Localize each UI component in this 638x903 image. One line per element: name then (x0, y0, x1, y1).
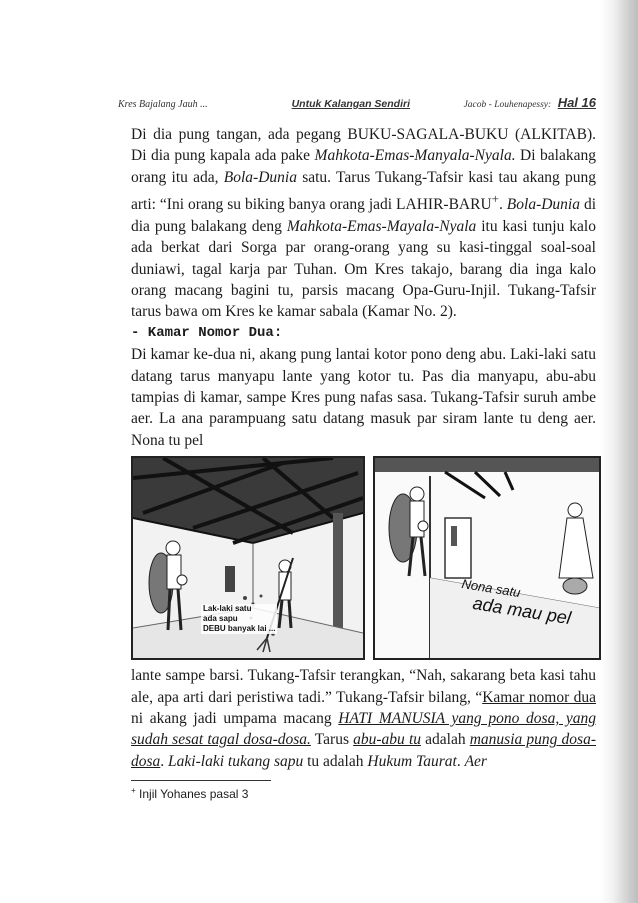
footnote-ref: + (491, 191, 499, 207)
p1-text-1: Di dia pung tangan, ada pegang BUKU-SAGALA-BUKU (ALKITAB). Di dia pung kapala ada pake (131, 126, 596, 165)
p3-emph-1: Laki-laki tukang sapu (168, 752, 304, 770)
illustration-mopping (373, 456, 601, 660)
p1-emph-1: Mahkota-Emas-Manyala-Nyala. (314, 147, 516, 165)
p1-emph-2: Bola-Dunia (223, 168, 297, 186)
paragraph-3 (131, 665, 596, 772)
p3-text-3: Tarus (310, 731, 354, 749)
p3-text-6: tu adalah (303, 752, 368, 770)
footnote-mark: + (131, 786, 136, 796)
document-page (118, 95, 596, 801)
body-text-continued (131, 665, 596, 772)
p1-text-6: itu kasi tunju kalo ada berkat dari Sorga par orang-orang yang su kasi-tinggal soal-soal duniawi, tagal karja par Tuhan. Om Kres takajo, barang dia inga kalo orang macang bagini tu, parsis macang Opa-Guru-Injil. Tukang-Tafsir tarus bawa om Kres ke kamar sabala (Kamar No. 2). (131, 217, 596, 321)
p3-emph-3: Aer (464, 752, 487, 770)
section-heading: - Kamar Nomor Dua: (131, 324, 283, 341)
sweeping-caption-line-2: ada sapu (203, 614, 238, 624)
p3-underline-italic-1: HATI MANUSIA yang pono dosa, yang sudah sesat tagal dosa-dosa. (131, 710, 596, 749)
p1-emph-4: Mahkota-Emas-Mayala-Nyala (286, 217, 477, 235)
p3-underline-italic-2: abu-abu tu (353, 731, 421, 749)
footnote-text: Injil Yohanes pasal 3 (139, 787, 249, 802)
p3-underline-1: Kamar nomor dua (482, 688, 596, 706)
scan-page-edge (600, 0, 638, 903)
sweeping-caption-line-1: Lak-laki satu (203, 604, 252, 614)
p3-text-2: ni akang jadi umpama macang (131, 710, 339, 728)
p3-emph-2: Hukum Taurat (367, 752, 457, 770)
p3-text-7: . (456, 752, 465, 770)
p3-underline-italic-3: manusia pung dosa-dosa (131, 731, 596, 770)
running-header (118, 95, 596, 117)
header-series: Kres Bajalang Jauh ... (118, 99, 208, 110)
body-text (131, 124, 596, 451)
illustration-sweeping (131, 456, 365, 660)
page-number: Hal 16 (557, 95, 596, 110)
paragraph-2: Di kamar ke-dua ni, akang pung lantai kotor pono deng abu. Laki-laki satu datang tarus manyapu lante yang kotor tu. Pas dia manyapu, abu-abu tampias di kamar, sampe Kres pung nafas sasa. Tukang-Tafsir suruh ambe aer. La ana parampuang satu datang masuk par siram lante tu deng aer. Nona tu pel (131, 346, 596, 449)
paragraph-1 (131, 124, 596, 323)
p1-emph-3: Bola-Dunia (506, 196, 580, 214)
p1-text-4: . (498, 196, 507, 214)
sweeping-caption-line-3: DEBU banyak lai ... (203, 624, 276, 634)
p3-text-4: adalah (421, 731, 470, 749)
header-title: Untuk Kalangan Sendiri (291, 98, 411, 110)
mopping-caption-line-2: ada mau pel (471, 593, 573, 629)
p1-text-5: di dia pung balakang deng (131, 196, 597, 235)
sweeping-caption (201, 604, 277, 634)
p3-text-5: . (160, 752, 169, 770)
header-author: Jacob - Louhenapessy: (463, 100, 552, 110)
illustration-row (131, 456, 601, 660)
p1-text-2: Di balakang orang itu ada, (131, 147, 596, 186)
mopping-caption-line-1: Nona satu (460, 576, 522, 601)
footnote (131, 786, 596, 801)
footnote-divider (131, 780, 271, 781)
header-right (464, 95, 596, 110)
p3-text-1: lante sampe barsi. Tukang-Tafsir terangkan, “Nah, sakarang beta kasi tahu ale, apa arti dari peristiwa tadi.” Tukang-Tafsir bilang, “ (131, 667, 596, 706)
p1-text-3: satu. Tarus Tukang-Tafsir kasi tau akang pung arti: “Ini orang su biking banya orang jadi LAHIR-BARU (131, 168, 596, 214)
